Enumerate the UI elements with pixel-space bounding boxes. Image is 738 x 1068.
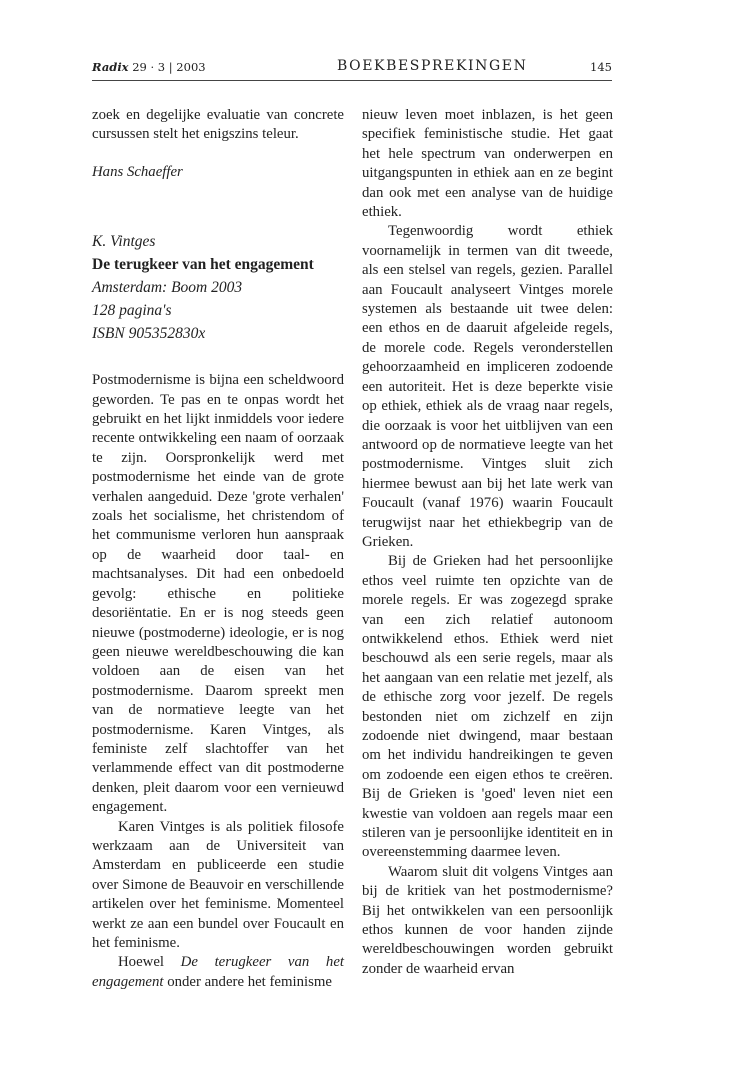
book-details	[92, 230, 344, 345]
body-paragraph: nieuw leven moet inblazen, is het geen specifiek feministische studie. Het gaat het hele spectrum van onderwerpen en uitgangspunten in ethiek aan en ze begint dan ook met een analyse van de huidige ethiek.	[362, 107, 613, 221]
body-paragraph: Karen Vintges is als politiek filosofe werkzaam aan de Universiteit van Amsterdam en publiceerde een studie over Simone de Beauvoir en verschillende artikelen over het feminisme. Momenteel werkt ze aan een bundel over Foucault en het feminisme.	[92, 818, 344, 951]
book-title: De terugkeer van het engagement	[92, 256, 314, 274]
book-pages: 128 pagina's	[92, 302, 172, 320]
journal-name: Radix	[92, 60, 129, 74]
running-header	[92, 58, 612, 81]
book-title-inline: De terugkeer van het engagement	[92, 954, 344, 990]
right-column	[362, 106, 613, 979]
left-column	[92, 106, 344, 992]
journal-citation	[92, 60, 206, 74]
body-paragraph: Bij de Grieken had het persoonlijke ethos veel ruimte ten opzichte van de morele regels. Er was zogezegd sprake van een zich relatief autonoom ontwikkelend ethos. Ethiek werd niet beschouwd als een serie regels, maar als het aangaan van een relatie met jezelf, als de ethische zorg voor jezelf. De regels bestonden niet om zichzelf en zijn zodoende niet dwingend, maar bestaan om het individu handreikingen te geven om zodoende een eigen ethos te creëren. Bij de Grieken is 'goed' leven niet een kwestie van voldoen aan regels maar een stileren van je persoonlijke identiteit en in overeenstemming daarmee leven.	[362, 553, 613, 861]
issue-info: 29 · 3 | 2003	[132, 60, 206, 74]
page-number: 145	[590, 60, 612, 74]
previous-review-ending: zoek en degelijke evaluatie van concrete cursussen stelt het enigszins teleur.	[92, 107, 344, 143]
section-title: BOEKBESPREKINGEN	[337, 58, 528, 74]
book-publisher: Amsterdam: Boom 2003	[92, 279, 243, 297]
book-author: K. Vintges	[92, 233, 156, 251]
body-paragraph: Waarom sluit dit volgens Vintges aan bij de kritiek van het postmodernisme? Bij het ontwikkelen van een persoonlijk ethos kunnen de voor handen zijnde wereldbeschouwingen worden gebruikt zonder de waarheid ervan	[362, 863, 613, 977]
body-paragraph: Postmodernisme is bijna een scheldwoord geworden. Te pas en te onpas wordt het gebruikt en het lijkt inmiddels voor iedere recente ontwikkeling een naam of oorzaak te zijn. Oorspronkelijk werd met postmodernisme het einde van de grote verhalen aangeduid. Deze 'grote verhalen' zoals het socialisme, het christendom of het communisme verloren hun aanspraak op de waarheid door taal- en machtsanalyses. Dit had een onbedoeld gevolg: ethische en politieke desoriëntatie. En er is nog steeds geen nieuwe (postmoderne) ideologie, er is nog geen nieuwe wereldbeschouwing die kan voldoen aan de eisen van het postmodernisme. Daarom spreekt men van de normatieve leegte van het postmodernisme. Karen Vintges, als feministe zelf slachtoffer van het verlammende effect van dit postmoderne denken, pleit daarom voor een vernieuwd engagement.	[92, 372, 344, 816]
body-paragraph	[92, 953, 344, 992]
text-run: onder andere het feminisme	[163, 973, 332, 990]
body-paragraph: Tegenwoordig wordt ethiek voornamelijk in termen van dit tweede, als een stelsel van regels, gezien. Parallel aan Foucault analyseert Vintges morele systemen als bestaande uit twee delen: een ethos en de daaruit afgeleide regels, de morele code. Regels veronderstellen gehoorzaamheid en impliceren zodoende een autoriteit. Het is deze beperkte visie op ethiek, ethiek als de vraag naar regels, die oorzaak is voor het uitblijven van een antwoord op de normatieve leegte van het postmodernisme. Vintges sluit zich hiermee bewust aan bij het late werk van Foucault (vanaf 1976) waarin Foucault terugwijst naar het ethiekbegrip van de Grieken.	[362, 223, 613, 550]
text-run: Hoewel	[118, 954, 181, 971]
reviewer-name: Hans Schaeffer	[92, 163, 183, 180]
book-isbn: ISBN 905352830x	[92, 325, 206, 343]
